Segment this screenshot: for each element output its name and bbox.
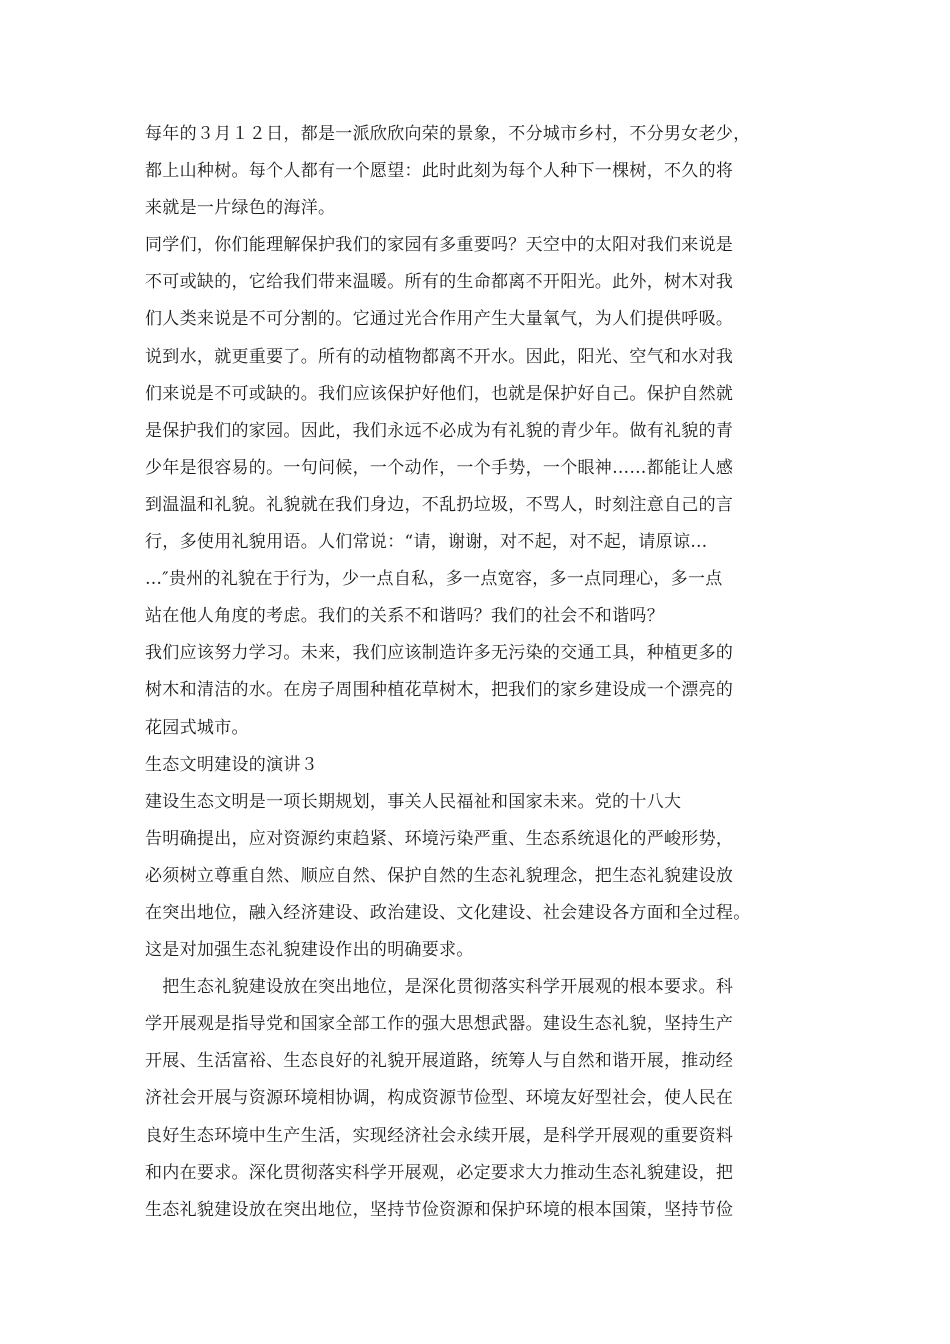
- text-line: 来就是一片绿色的海洋。: [145, 198, 336, 219]
- text-line: 们来说是不可或缺的。我们应该保护好他们，也就是保护好自己。保护自然就: [145, 383, 734, 404]
- text-line: 生态礼貌建设放在突出地位，坚持节俭资源和保护环境的根本国策，坚持节俭: [145, 1199, 734, 1220]
- text-line: 开展、生活富裕、生态良好的礼貌开展道路，统筹人与自然和谐开展，推动经: [145, 1051, 734, 1072]
- text-line: 学开展观是指导党和国家全部工作的强大思想武器。建设生态礼貌，坚持生产: [145, 1014, 734, 1035]
- text-line: 少年是很容易的。一句问候，一个动作，一个手势，一个眼神……都能让人感: [145, 457, 734, 478]
- text-line: 这是对加强生态礼貌建设作出的明确要求。: [145, 940, 474, 961]
- text-line: 把生态礼貌建设放在突出地位，是深化贯彻落实科学开展观的根本要求。科: [145, 977, 734, 998]
- text-line: …″贵州的礼貌在于行为，少一点自私，多一点宽容，多一点同理心，多一点: [145, 569, 723, 590]
- text-line: 我们应该努力学习。未来，我们应该制造许多无污染的交通工具，种植更多的: [145, 643, 734, 664]
- text-line: 生态文明建设的演讲３: [145, 754, 318, 775]
- text-line: 不可或缺的，它给我们带来温暖。所有的生命都离不开阳光。此外，树木对我: [145, 272, 734, 293]
- text-line: 必须树立尊重自然、顺应自然、保护自然的生态礼貌理念，把生态礼貌建设放: [145, 865, 734, 886]
- text-line: 们人类来说是不可分割的。它通过光合作用产生大量氧气，为人们提供呼吸。: [145, 309, 734, 330]
- text-line: 站在他人角度的考虑。我们的关系不和谐吗？我们的社会不和谐吗？: [145, 606, 664, 627]
- text-line: 同学们，你们能理解保护我们的家园有多重要吗？天空中的太阳对我们来说是: [145, 235, 734, 256]
- text-line: 行，多使用礼貌用语。人们常说：“请，谢谢，对不起，对不起，请原谅…: [145, 532, 708, 553]
- text-line: 良好生态环境中生产生活，实现经济社会永续开展，是科学开展观的重要资料: [145, 1125, 734, 1146]
- text-line: 树木和清洁的水。在房子周围种植花草树木，把我们的家乡建设成一个漂亮的: [145, 680, 734, 701]
- text-line: 告明确提出，应对资源约束趋紧、环境污染严重、生态系统退化的严峻形势，: [145, 828, 734, 849]
- text-line: 都上山种树。每个人都有一个愿望：此时此刻为每个人种下一棵树，不久的将: [145, 161, 734, 182]
- text-line: 建设生态文明是一项长期规划，事关人民福祉和国家未来。党的十八大: [145, 791, 682, 812]
- text-line: 在突出地位，融入经济建设、政治建设、文化建设、社会建设各方面和全过程。: [145, 902, 751, 923]
- text-line: 是保护我们的家园。因此，我们永远不必成为有礼貌的青少年。做有礼貌的青: [145, 420, 734, 441]
- text-line: 每年的３月１２日，都是一派欣欣向荣的景象，不分城市乡村，不分男女老少，: [145, 124, 751, 144]
- text-line: 说到水，就更重要了。所有的动植物都离不开水。因此，阳光、空气和水对我: [145, 346, 734, 367]
- text-line: 和内在要求。深化贯彻落实科学开展观，必定要求大力推动生态礼貌建设，把: [145, 1162, 734, 1183]
- text-line: 到温温和礼貌。礼貌就在我们身边，不乱扔垃圾，不骂人，时刻注意自己的言: [145, 494, 734, 515]
- text-line: 花园式城市。: [145, 717, 249, 738]
- text-line: 济社会开展与资源环境相协调，构成资源节俭型、环境友好型社会，使人民在: [145, 1088, 734, 1109]
- document-body: [145, 116, 815, 1229]
